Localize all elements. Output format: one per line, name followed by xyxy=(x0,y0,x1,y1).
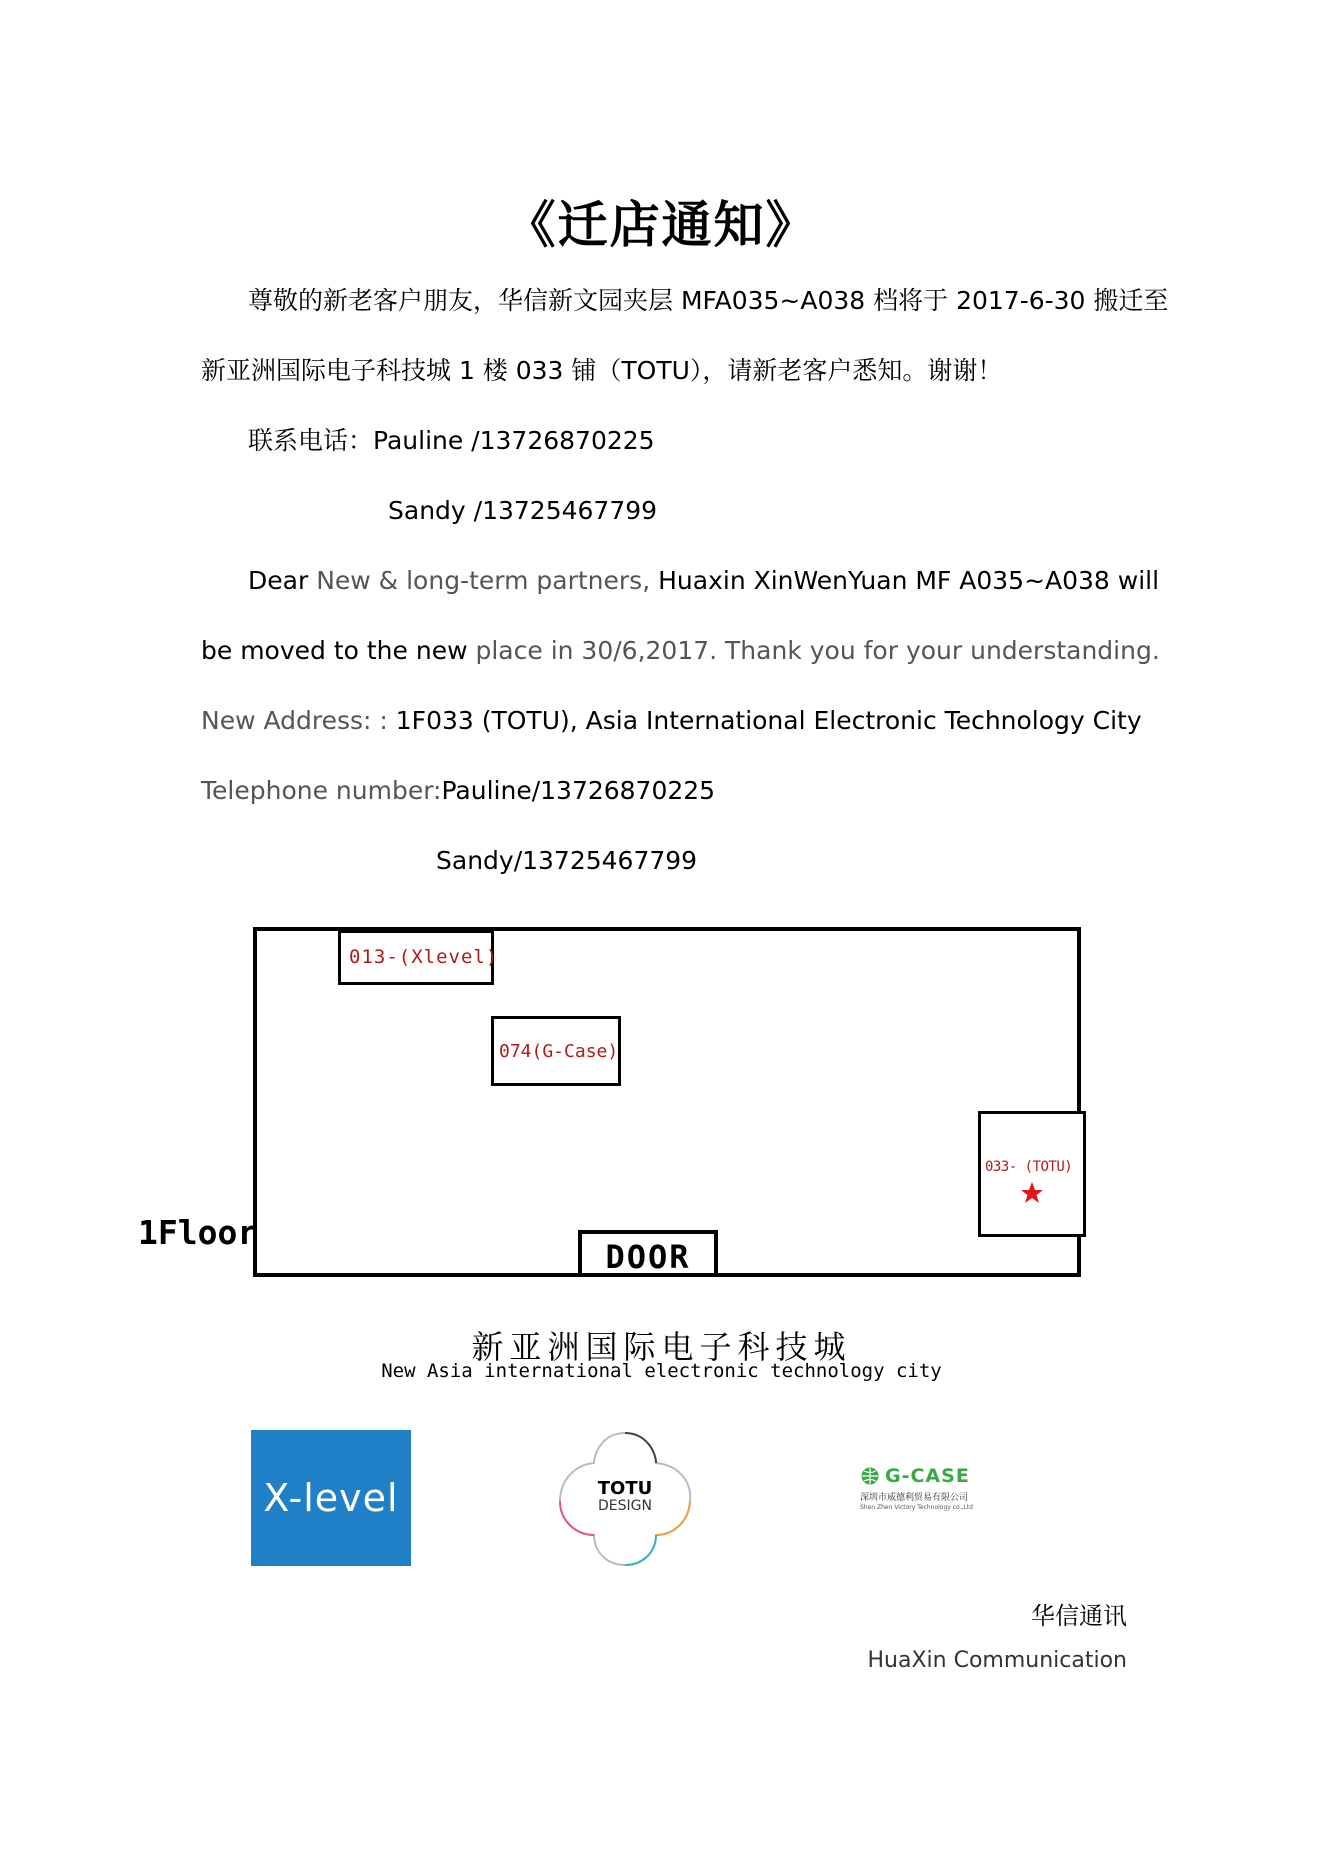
en-telephone-pauline: Pauline/13726870225 xyxy=(441,776,716,805)
signature-en: HuaXin Communication xyxy=(867,1648,1127,1673)
en-place: place in 30/6,2017. Thank you for your understanding. xyxy=(475,636,1160,665)
door-label: DOOR xyxy=(578,1230,718,1277)
para1-line1: 尊敬的新老客户朋友，华信新文园夹层 MFA035~A038 档将于 2017-6-30 搬迁至 xyxy=(248,286,1169,315)
totu-logo-line1: TOTU xyxy=(597,1478,653,1499)
en-telephone-sandy: Sandy/13725467799 xyxy=(436,846,698,875)
floor-label: 1Floor xyxy=(138,1213,258,1252)
para1-line2: 新亚洲国际电子科技城 1 楼 033 铺（TOTU），请新老客户悉知。谢谢！ xyxy=(201,356,1003,385)
contact-cn-sandy: Sandy /13725467799 xyxy=(388,496,658,525)
en-dear: Dear xyxy=(248,566,317,595)
stall-xlevel xyxy=(338,930,499,985)
gcase-logo xyxy=(860,1465,1010,1525)
en-huaxin: Huaxin XinWenYuan MF A035~A038 will xyxy=(658,566,1160,595)
star-icon xyxy=(1020,1181,1044,1205)
gcase-globe-icon xyxy=(860,1466,880,1486)
stall-gcase-label: 074(G-Case) xyxy=(499,1041,619,1062)
xlevel-logo: X-level xyxy=(251,1430,411,1566)
gcase-logo-en: Shen Zhen Victory Technology co.,Ltd xyxy=(860,1504,973,1511)
en-address xyxy=(201,705,1142,737)
en-para-line1 xyxy=(248,565,1159,597)
en-address-label: New Address: : xyxy=(201,706,396,735)
en-address-value: 1F033 (TOTU), Asia International Electronic Technology City xyxy=(395,706,1142,735)
en-para-line2 xyxy=(201,635,1160,667)
stall-xlevel-label: 013-(Xlevel) xyxy=(349,946,499,968)
stall-totu xyxy=(978,1111,1086,1237)
totu-logo-line2: DESIGN xyxy=(598,1498,652,1514)
notice-title: 《迁店通知》 xyxy=(505,196,818,254)
en-moved: be moved to the new xyxy=(201,636,476,665)
en-partners: New & long-term partners, xyxy=(316,566,659,595)
stall-gcase xyxy=(491,1016,621,1086)
mall-name-cn: 新亚洲国际电子科技城 xyxy=(471,1328,852,1366)
contact-cn-pauline: 联系电话：Pauline /13726870225 xyxy=(248,426,655,455)
mall-name-en: New Asia international electronic technology city xyxy=(381,1360,942,1382)
gcase-logo-cn: 深圳市威德利贸易有限公司 xyxy=(860,1493,969,1503)
en-telephone xyxy=(201,775,715,807)
gcase-logo-name: G-CASE xyxy=(885,1465,970,1487)
signature-cn: 华信通讯 xyxy=(1031,1602,1127,1630)
totu-logo xyxy=(552,1425,698,1571)
stall-totu-label: 033- (TOTU) xyxy=(985,1159,1073,1175)
en-telephone-label: Telephone number: xyxy=(201,776,442,805)
